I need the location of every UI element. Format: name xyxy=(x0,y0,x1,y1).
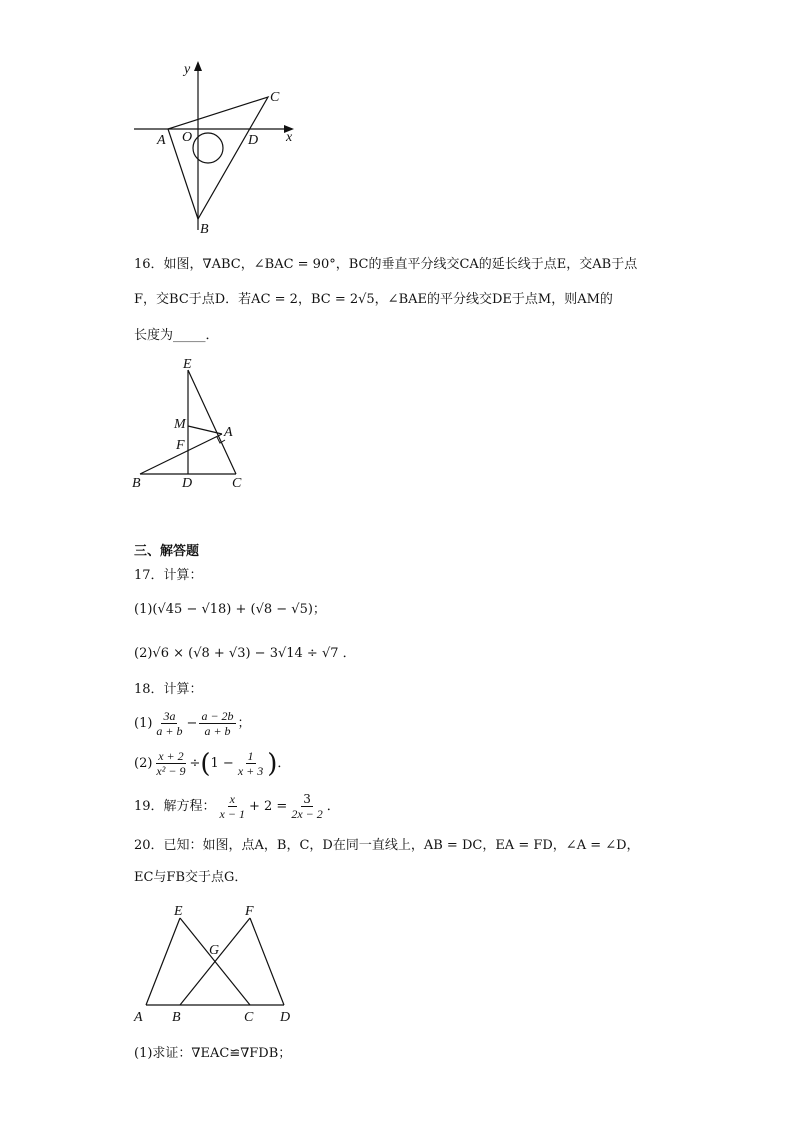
fraction xyxy=(289,792,324,821)
label-c: C xyxy=(270,90,280,105)
q17-part-2: (2)√6 × (√8 + √3) − 3√14 ÷ √7 ． xyxy=(134,646,356,661)
q18-part-1 xyxy=(134,709,251,738)
label-a: A xyxy=(134,1010,143,1025)
q16-line-3: 长度为_____． xyxy=(134,328,219,343)
label-m: M xyxy=(174,417,186,432)
q19-prefix: 19．解方程： xyxy=(134,798,216,814)
q19-end: ． xyxy=(326,798,340,814)
q17-part-1: (1)(√45 − √18) + (√8 − √5)； xyxy=(134,602,326,617)
triangle-abc xyxy=(168,97,268,219)
denominator: 2x − 2 xyxy=(291,807,323,821)
q16-line-1: 16．如图，∇ABC，∠BAC = 90°，BC的垂直平分线交CA的延长线于点E，交AB于点 xyxy=(134,257,638,272)
q20-part-1: (1)求证：∇EAC≌∇FDB； xyxy=(134,1046,292,1061)
q18-p1-prefix: (1) xyxy=(134,715,153,731)
y-axis-arrow xyxy=(194,61,202,71)
denominator: a + b xyxy=(204,724,231,738)
minus-sign: − xyxy=(186,715,198,731)
q18-part-2 xyxy=(134,749,290,778)
denominator: x + 3 xyxy=(237,764,264,778)
figure-q20 xyxy=(126,900,306,1030)
label-e: E xyxy=(183,357,192,372)
divide-sign: ÷ xyxy=(189,755,201,771)
label-d: D xyxy=(280,1010,291,1025)
fraction xyxy=(218,792,247,821)
label-g: G xyxy=(209,943,220,958)
q19-mid: + 2 = xyxy=(248,798,288,814)
label-x: x xyxy=(286,130,293,145)
fraction xyxy=(154,709,184,738)
label-a: A xyxy=(157,133,166,148)
fraction xyxy=(154,749,187,778)
segment-fd xyxy=(250,918,284,1005)
segment-ae xyxy=(146,918,180,1005)
label-c: C xyxy=(244,1010,254,1025)
numerator: x xyxy=(229,792,235,806)
q18-p2-end: ． xyxy=(277,755,291,771)
figure-q16 xyxy=(126,352,261,492)
label-f: F xyxy=(245,904,254,919)
label-d: D xyxy=(182,476,193,491)
fraction xyxy=(236,749,265,778)
section-title: 三、解答题 xyxy=(134,544,200,559)
numerator: 3 xyxy=(303,792,311,806)
label-d: D xyxy=(248,133,259,148)
numerator: x + 2 xyxy=(158,749,184,763)
numerator: 1 xyxy=(247,749,254,763)
label-e: E xyxy=(174,904,183,919)
q16-line-2: F，交BC于点D．若AC = 2，BC = 2√5，∠BAE的平分线交DE于点M，则AM的 xyxy=(134,292,613,307)
denominator: x² − 9 xyxy=(156,764,186,778)
q17-title: 17．计算： xyxy=(134,568,203,583)
right-paren: ) xyxy=(267,748,278,779)
q18-title: 18．计算： xyxy=(134,682,203,697)
label-b: B xyxy=(172,1010,181,1025)
q20-line-1: 20．已知：如图，点A，B，C，D在同一直线上，AB = DC，EA = FD，∠A = ∠D， xyxy=(134,838,640,853)
q19 xyxy=(134,792,340,821)
denominator: a + b xyxy=(156,724,183,738)
numerator: a − 2b xyxy=(201,709,234,723)
figure-q15 xyxy=(120,55,320,240)
segment-ec xyxy=(188,370,236,474)
q18-p1-end: ； xyxy=(237,715,251,731)
label-b: B xyxy=(200,222,209,237)
label-y: y xyxy=(184,62,191,77)
denominator: x − 1 xyxy=(219,807,245,821)
label-f: F xyxy=(176,438,185,453)
label-o: O xyxy=(182,130,193,145)
one: 1 − xyxy=(210,755,234,771)
left-paren: ( xyxy=(200,748,211,779)
segment-ma xyxy=(188,426,222,434)
label-b: B xyxy=(132,476,141,491)
numerator: 3a xyxy=(163,709,176,723)
q20-line-2: EC与FB交于点G． xyxy=(134,870,248,885)
fraction xyxy=(199,709,235,738)
label-a: A xyxy=(224,425,233,440)
label-c: C xyxy=(232,476,242,491)
q18-p2-prefix: (2) xyxy=(134,755,153,771)
